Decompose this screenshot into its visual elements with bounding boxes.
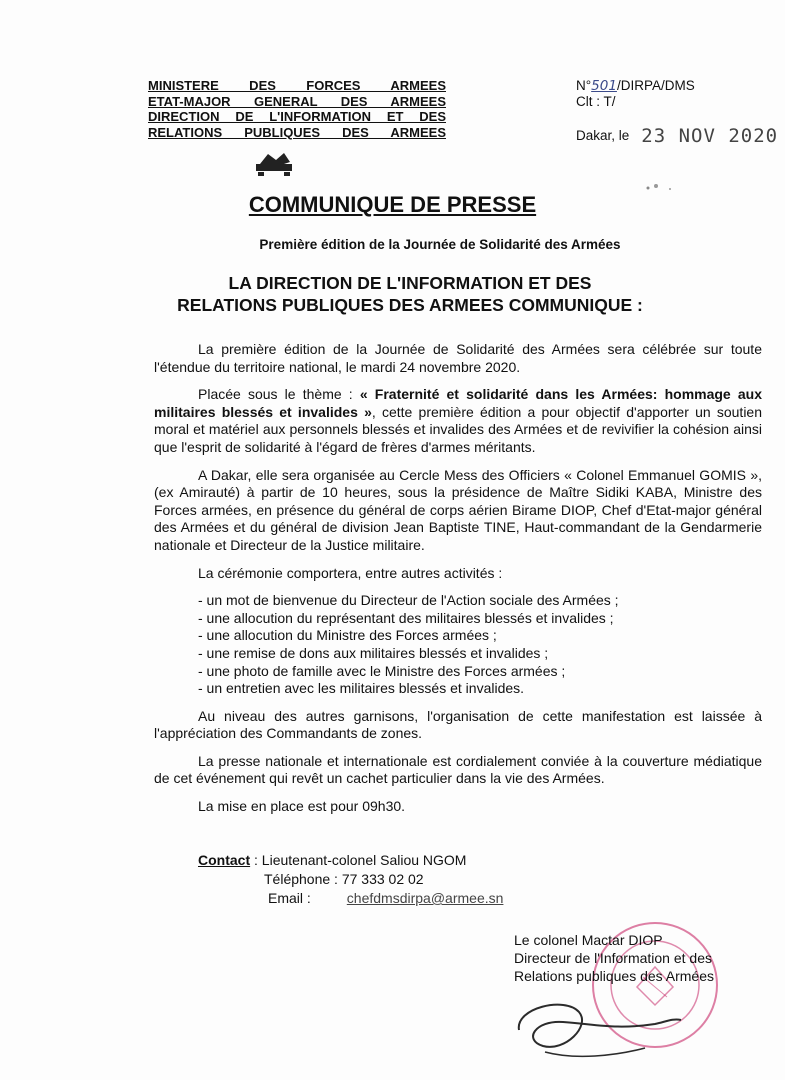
handshake-emblem-icon xyxy=(254,150,294,180)
contact-sep: : xyxy=(250,852,262,868)
reference-block xyxy=(576,78,695,110)
paragraph: La première édition de la Journée de Solidarité des Armées sera célébrée sur toute l'étendue du territoire national, le mardi 24 novembre 2020. xyxy=(154,341,762,375)
section-heading xyxy=(100,272,720,316)
contact-name: Lieutenant-colonel Saliou NGOM xyxy=(261,852,467,868)
contact-label: Contact xyxy=(198,852,251,868)
signatory-title: Directeur de l'Information et des xyxy=(514,950,712,966)
list-item: - un mot de bienvenue du Directeur de l'Action sociale des Armées ; xyxy=(198,592,619,609)
list-item: - une allocution du représentant des militaires blessés et invalides ; xyxy=(198,609,614,626)
ministry-line: MINISTERE DES FORCES ARMEES xyxy=(148,78,446,93)
phone-label: Téléphone : xyxy=(264,871,342,887)
paragraph: Au niveau des autres garnisons, l'organisation de cette manifestation est laissée à l'appréciation des Commandants de zones. xyxy=(154,707,762,742)
date-line xyxy=(576,125,778,147)
date-stamp: 23 NOV 2020 xyxy=(641,125,779,147)
paragraph: La cérémonie comportera, entre autres activités : xyxy=(198,564,503,581)
email-label: Email : xyxy=(268,890,311,906)
ref-number: 501 xyxy=(591,78,617,94)
ref-prefix: N° xyxy=(576,78,592,93)
signature-block xyxy=(514,931,714,985)
contact-block xyxy=(198,851,503,908)
clt-line: Clt : T/ xyxy=(576,94,616,109)
paragraph-text: Placée sous le thème : xyxy=(198,386,360,403)
paragraph xyxy=(154,386,762,456)
phone-line xyxy=(198,870,503,889)
ministry-header xyxy=(148,78,446,140)
signatory-name: Le colonel Mactar DIOP xyxy=(514,932,663,948)
list-item: - une photo de famille avec le Ministre des Forces armées ; xyxy=(198,662,566,679)
list-item: - une remise de dons aux militaires blessés et invalides ; xyxy=(198,644,549,661)
phone-value: 77 333 02 02 xyxy=(341,871,424,887)
list-item: - un entretien avec les militaires blessés et invalides. xyxy=(198,680,525,697)
signatory-title: Relations publiques des Armées xyxy=(514,968,715,984)
ministry-line: ETAT-MAJOR GENERAL DES ARMEES xyxy=(148,93,446,109)
reference-number xyxy=(576,78,695,94)
date-label: Dakar, le xyxy=(576,128,630,143)
page-title xyxy=(0,192,785,218)
email-line xyxy=(198,889,503,908)
handwritten-signature-icon xyxy=(505,990,695,1070)
communique-body xyxy=(154,341,762,826)
heading-line: RELATIONS PUBLIQUES DES ARMEES COMMUNIQUE : xyxy=(177,295,643,315)
paragraph: La mise en place est pour 09h30. xyxy=(198,798,406,815)
activity-list xyxy=(154,592,762,698)
contact-line xyxy=(198,851,503,870)
subtitle: Première édition de la Journée de Solidarité des Armées xyxy=(259,237,621,252)
paragraph-text: , cette première édition a pour objectif d'apporter un soutien moral et matériel aux personnels blessés et invalides des Armées et de revivifier la cohésion ainsi que l'esprit de solidarité à l'égard de frères d'armes méritants. xyxy=(154,403,762,455)
ref-suffix: /DIRPA/DMS xyxy=(616,78,695,93)
ministry-line: RELATIONS PUBLIQUES DES ARMEES xyxy=(148,124,446,140)
email-link[interactable]: chefdmsdirpa@armee.sn xyxy=(346,890,504,906)
paragraph: A Dakar, elle sera organisée au Cercle Mess des Officiers « Colonel Emmanuel GOMIS », (ex Amirauté) à partir de 10 heures, sous la présidence de Maître Sidiki KABA, Ministre des Forces armées, en présence du général de corps aérien Birame DIOP, Chef d'Etat-major général des Armées et du général de division Jean Baptiste TINE, Haut-commandant de la Gendarmerie nationale et Directeur de la Justice militaire. xyxy=(154,466,762,553)
heading-line: LA DIRECTION DE L'INFORMATION ET DES xyxy=(228,273,592,293)
list-item: - une allocution du Ministre des Forces armées ; xyxy=(198,627,497,644)
theme-text: « Fraternité et solidarité dans les Armées: hommage aux militaires blessés et invalides » xyxy=(154,386,762,420)
ministry-line: DIRECTION DE L'INFORMATION ET DES xyxy=(148,109,446,124)
title-text: COMMUNIQUE DE PRESSE xyxy=(248,192,537,217)
paragraph: La presse nationale et internationale est cordialement conviée à la couverture médiatique de cet événement qui revêt un cachet particulier dans la vie des Armées. xyxy=(154,752,762,787)
